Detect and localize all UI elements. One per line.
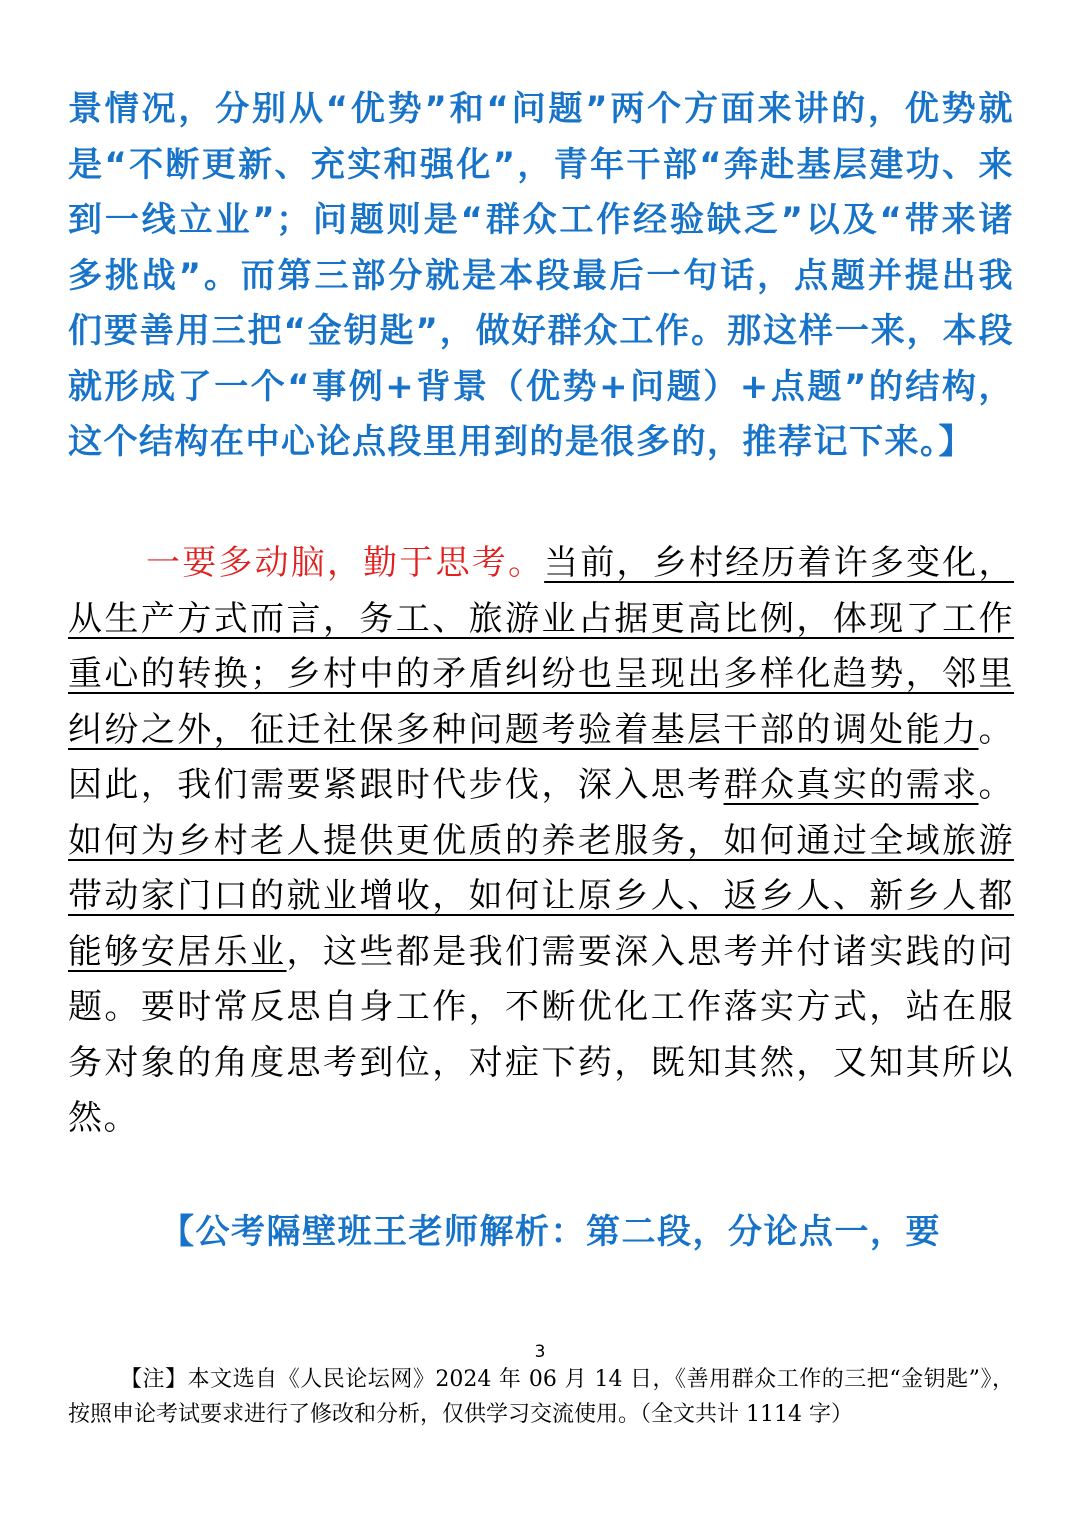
underlined-text-2: 群众真实的需求 [723, 765, 979, 805]
page-number: 3 [534, 1342, 546, 1362]
analysis-paragraph-top [68, 82, 1014, 471]
section-heading: 一要多动脑，勤于思考。 [146, 543, 545, 583]
body-text-1: 。因此，我们需要紧跟时代步伐，深入思考 [68, 709, 1014, 805]
underlined-text-3: 如何为乡村老人提供更优质的养老服务，如何通过全域旅游带动家门口的就业增收，如何让原乡人、返乡人、新乡人都能够安居乐业 [68, 820, 1014, 972]
analysis-text: 【公考隔壁班王老师解析：第二段，分论点一，要 [160, 1212, 941, 1252]
analysis-text: 景情况，分别从“优势”和“问题”两个方面来讲的，优势就是“不断更新、充实和强化”，青年干部“奔赴基层建功、来到一线立业”；问题则是“群众工作经验缺乏”以及“带来诸多挑战”。而第三部分就是本段最后一句话，点题并提出我们要善用三把“金钥匙”，做好群众工作。那这样一来，本段就形成了一个“事例+背景（优势+问题）+点题”的结构，这个结构在中心论点段里用到的是很多的，推荐记下来。】 [68, 89, 1015, 462]
underlined-text-1: 当前，乡村经历着许多变化，从生产方式而言，务工、旅游业占据更高比例，体现了工作重心的转换；乡村中的矛盾纠纷也呈现出多样化趋势，邻里纠纷之外，征迁社保多种问题考验着基层干部的调处能力 [68, 543, 1015, 750]
body-text-2: 。 [978, 765, 1015, 805]
footnote [68, 1362, 1014, 1432]
analysis-paragraph-bottom [68, 1205, 1014, 1261]
body-text-3: ，这些都是我们需要深入思考并付诸实践的问题。要时常反思自身工作，不断优化工作落实方式，站在服务对象的角度思考到位，对症下药，既知其然，又知其所以然。 [68, 931, 1015, 1138]
body-paragraph [68, 536, 1014, 1147]
footnote-text: 【注】本文选自《人民论坛网》2024 年 06 月 14 日，《善用群众工作的三把“金钥匙”》，按照申论考试要求进行了修改和分析，仅供学习交流使用。（全文共计 1114 字） [68, 1367, 1014, 1427]
